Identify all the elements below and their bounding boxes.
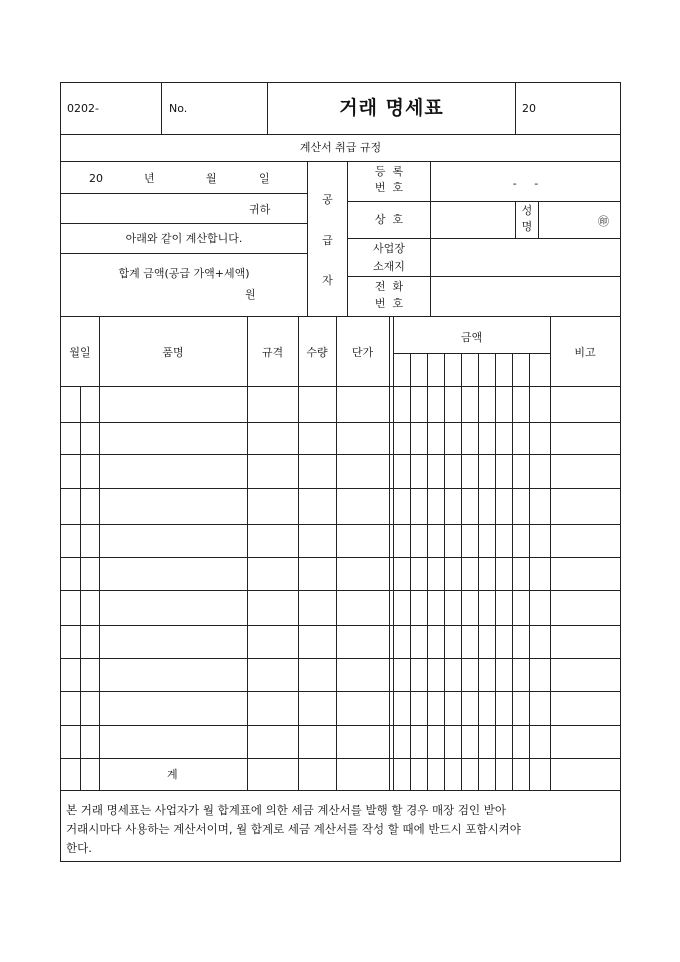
form-title: 거래 명세표 (339, 97, 444, 119)
statement-text: 아래와 같이 계산합니다. (125, 232, 243, 245)
divider (99, 316, 100, 790)
subtitle: 계산서 취급 규정 (299, 141, 382, 154)
divider (336, 316, 337, 790)
table-row-divider (61, 625, 620, 626)
won-label: 원 (245, 288, 256, 301)
transaction-statement-form (60, 82, 621, 862)
reg-no-value: - - (512, 177, 539, 190)
divider (161, 83, 162, 134)
col-header-note: 비고 (574, 346, 596, 359)
reg-no-label-line1: 등 록 (374, 165, 404, 178)
supplier-label-1: 공 (322, 193, 333, 206)
divider (298, 316, 299, 790)
total-row-label: 계 (167, 768, 178, 781)
divider (347, 201, 620, 202)
col-header-amount: 금액 (460, 331, 483, 344)
phone-label-line2: 번 호 (374, 297, 404, 310)
divider (515, 83, 516, 134)
divider (393, 353, 550, 354)
date-month-label: 월 (206, 172, 217, 185)
date-year-label: 년 (144, 172, 155, 185)
divider (61, 386, 620, 387)
divider (247, 316, 248, 790)
footer-note (61, 801, 620, 858)
table-row-divider (61, 557, 620, 558)
form-code: 0202- (67, 102, 99, 115)
col-header-spec: 규격 (261, 346, 284, 359)
divider (80, 386, 81, 790)
divider (61, 316, 620, 317)
divider (389, 316, 390, 790)
table-row-divider (61, 488, 620, 489)
reg-no-label-line2: 번 호 (374, 181, 404, 194)
divider (538, 201, 539, 238)
number-label: No. (169, 102, 188, 115)
table-row-divider (61, 524, 620, 525)
address-label-line1: 사업장 (373, 242, 405, 255)
divider (61, 193, 307, 194)
seal-mark: ㊞ (598, 215, 609, 228)
table-row-divider (61, 658, 620, 659)
col-header-price: 단가 (351, 346, 374, 359)
company-label: 상 호 (374, 213, 404, 226)
supplier-label-2: 급 (322, 234, 333, 247)
table-row-divider (61, 758, 620, 759)
divider (61, 134, 620, 135)
recipient-suffix: 귀하 (249, 203, 271, 216)
name-label-line2: 명 (521, 220, 533, 233)
col-header-qty: 수량 (306, 346, 328, 359)
divider (550, 316, 551, 790)
divider (61, 223, 307, 224)
divider (61, 253, 307, 254)
divider (61, 790, 620, 791)
total-amount-label: 합계 금액(공급 가액+세액) (118, 267, 250, 280)
col-header-item: 품명 (162, 346, 184, 359)
divider (347, 276, 620, 277)
divider (393, 316, 394, 790)
table-row-divider (61, 590, 620, 591)
footer-note-line: 한다. (66, 841, 92, 855)
name-label-line1: 성 (521, 204, 533, 217)
footer-note-line: 본 거래 명세표는 사업자가 월 합계표에 의한 세금 계산서를 발행 할 경우 매장 검인 받아 (66, 803, 506, 817)
supplier-label-3: 자 (322, 274, 333, 287)
table-row-divider (61, 725, 620, 726)
divider (61, 161, 620, 162)
address-label-line2: 소재지 (373, 260, 405, 273)
date-year: 20 (89, 172, 103, 185)
footer-note-line: 거래시마다 사용하는 계산서이며, 월 합계로 세금 계산서를 작성 할 때에 반드시 포함시켜야 (66, 822, 521, 836)
divider (347, 238, 620, 239)
phone-label-line1: 전 화 (374, 280, 404, 293)
table-row-divider (61, 422, 620, 423)
table-row-divider (61, 691, 620, 692)
date-day-label: 일 (259, 172, 270, 185)
year-prefix: 20 (522, 102, 536, 115)
col-header-date: 월일 (69, 346, 91, 359)
table-row-divider (61, 454, 620, 455)
